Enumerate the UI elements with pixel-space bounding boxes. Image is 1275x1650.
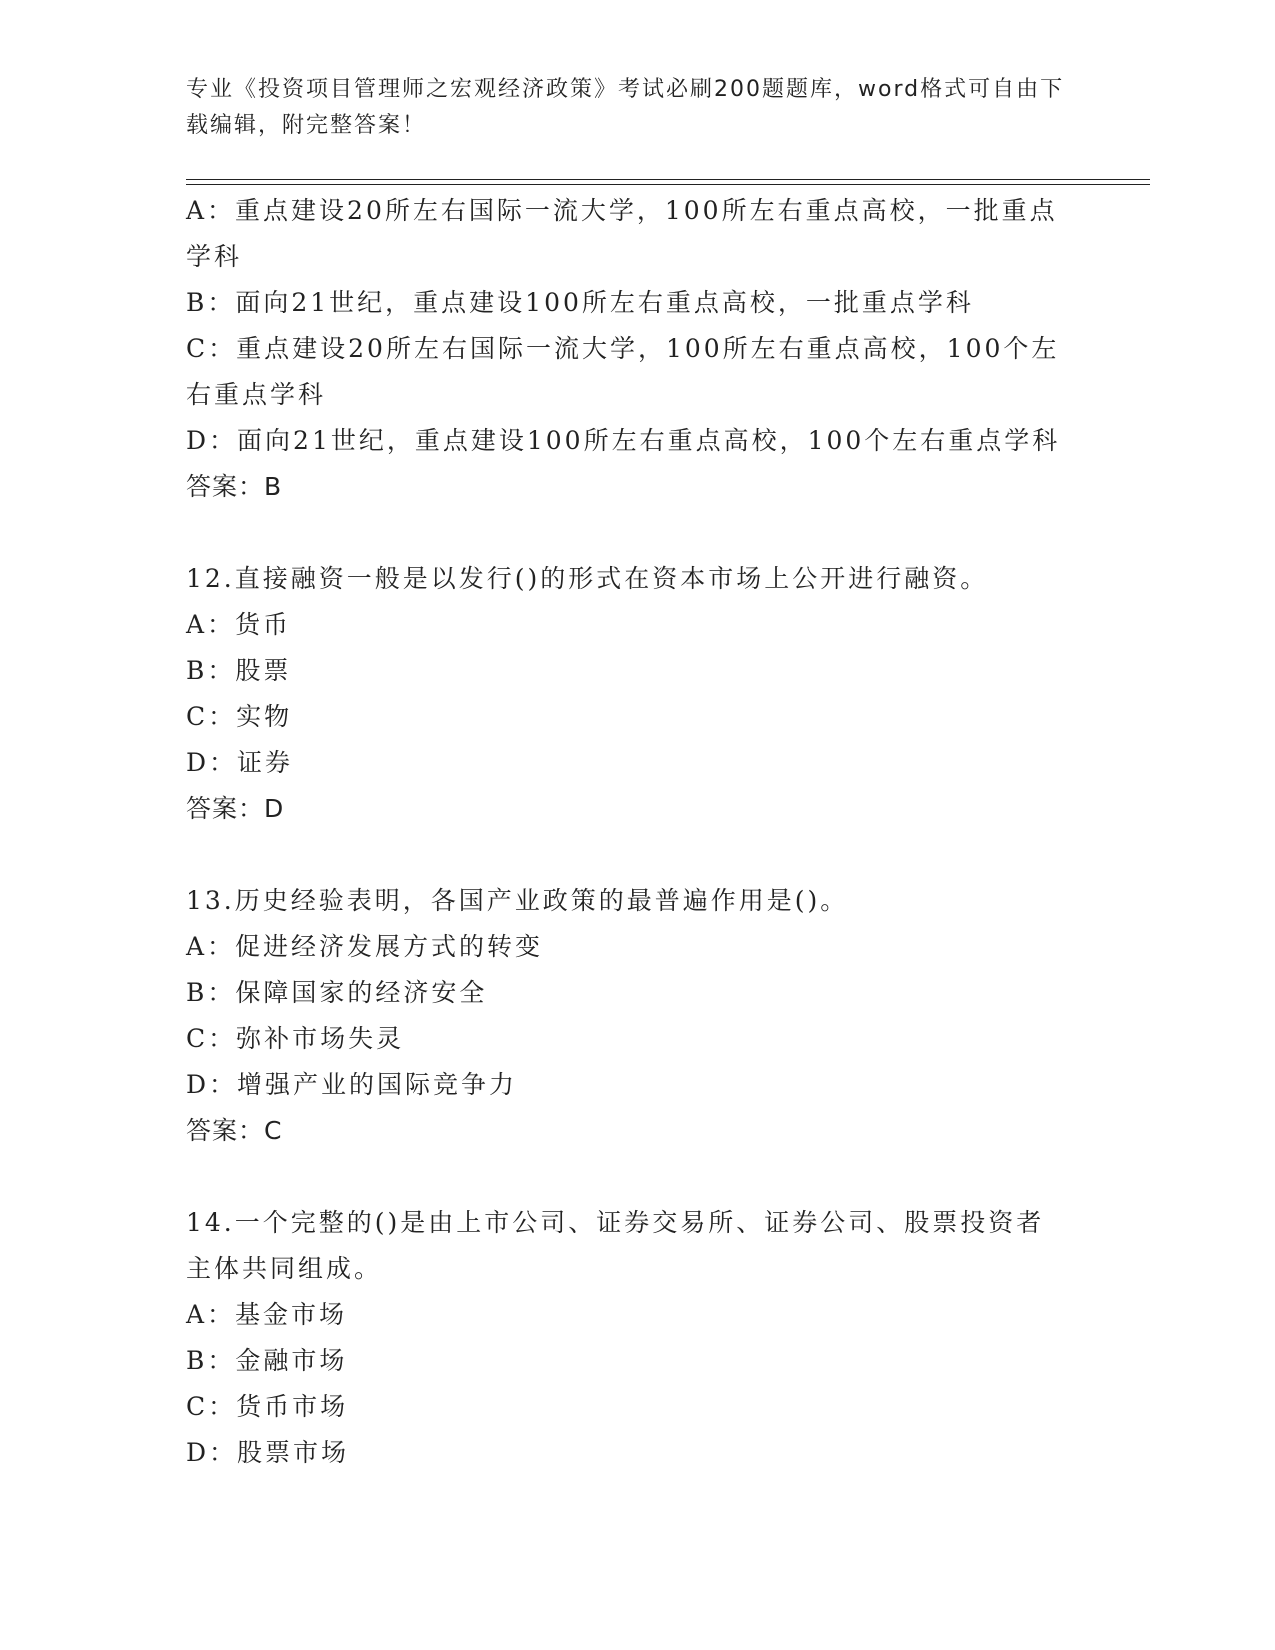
option-b: B：保障国家的经济安全 [186, 978, 488, 1007]
option-b: B：面向21世纪，重点建设100所左右重点高校，一批重点学科 [186, 288, 974, 317]
question-list [186, 188, 1086, 1476]
header-divider-bottom [186, 184, 1150, 185]
option-d: D：股票市场 [186, 1438, 350, 1467]
option-d: D：增强产业的国际竞争力 [186, 1070, 518, 1099]
header-divider-top [186, 179, 1150, 180]
option-b: B：金融市场 [186, 1346, 348, 1375]
answer-line: 答案：C [186, 1116, 283, 1145]
option-a: A：基金市场 [186, 1300, 348, 1329]
option-c: C：弥补市场失灵 [186, 1024, 405, 1053]
answer-line: 答案：B [186, 472, 283, 501]
option-b: B：股票 [186, 656, 292, 685]
question-text: 12.直接融资一般是以发行()的形式在资本市场上公开进行融资。 [186, 564, 989, 593]
option-a: A：货币 [186, 610, 292, 639]
question-block-14 [186, 1200, 1086, 1476]
option-c: C：重点建设20所左右国际一流大学，100所左右重点高校，100个左右重点学科 [186, 334, 1060, 409]
option-d: D：面向21世纪，重点建设100所左右重点高校，100个左右重点学科 [186, 426, 1061, 455]
question-block-11 [186, 188, 1086, 510]
option-c: C：实物 [186, 702, 293, 731]
question-text: 14.一个完整的()是由上市公司、证券交易所、证券公司、股票投资者主体共同组成。 [186, 1208, 1045, 1283]
question-block-12 [186, 556, 1086, 832]
document-header: 专业《投资项目管理师之宏观经济政策》考试必刷200题题库，word格式可自由下载编辑，附完整答案！ [186, 77, 1065, 138]
option-a: A：促进经济发展方式的转变 [186, 932, 544, 961]
answer-line: 答案：D [186, 794, 285, 823]
question-block-13 [186, 878, 1086, 1154]
option-d: D：证券 [186, 748, 294, 777]
option-c: C：货币市场 [186, 1392, 349, 1421]
question-text: 13.历史经验表明，各国产业政策的最普遍作用是()。 [186, 886, 849, 915]
option-a: A：重点建设20所左右国际一流大学，100所左右重点高校，一批重点学科 [186, 196, 1058, 271]
